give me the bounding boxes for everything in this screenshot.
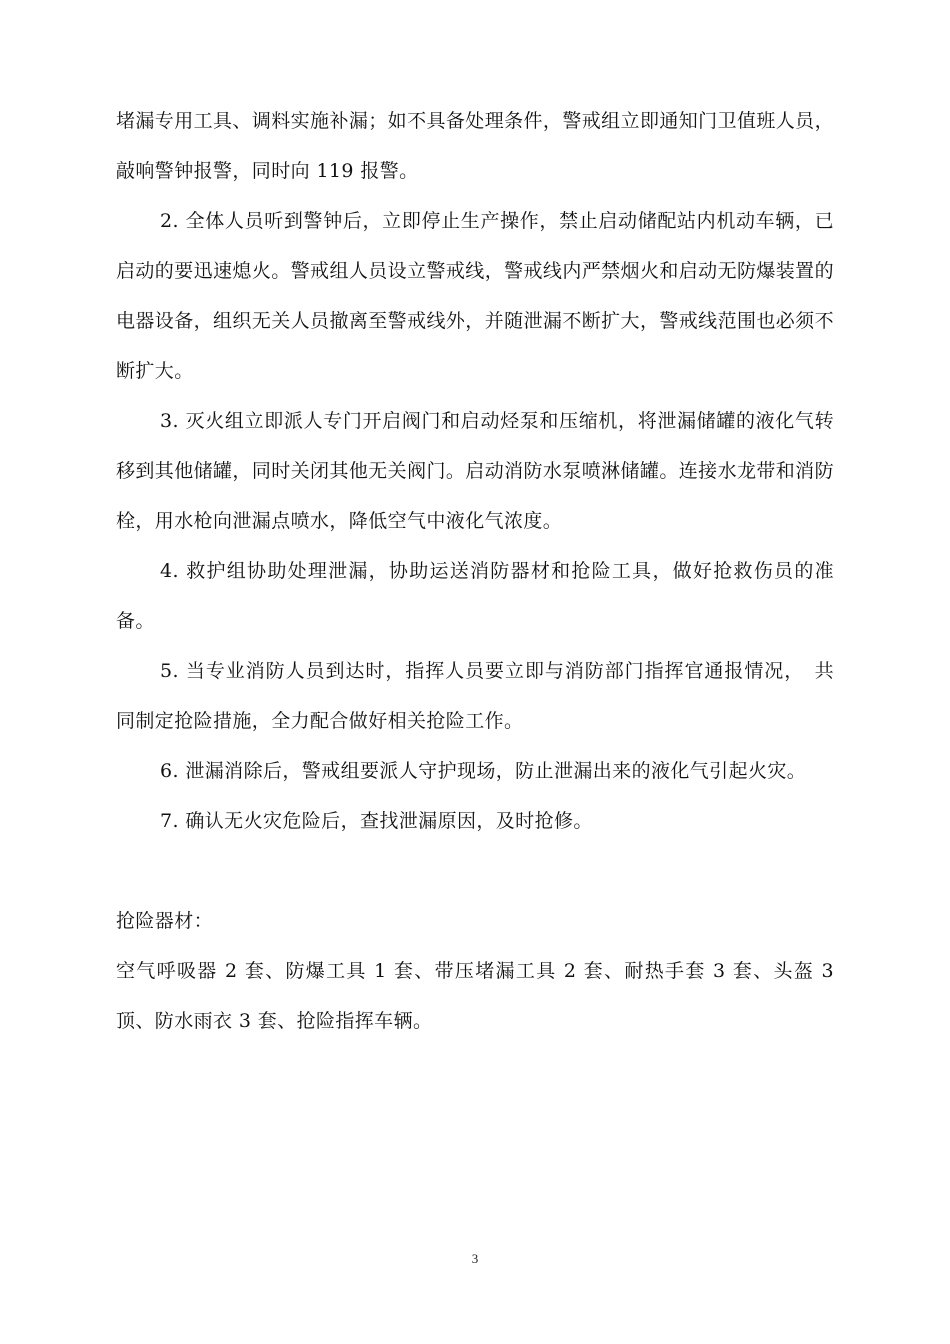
step-3-paragraph: 3. 灭火组立即派人专门开启阀门和启动烃泵和压缩机，将泄漏储罐的液化气转移到其他储罐，同时关闭其他无关阀门。启动消防水泵喷淋储罐。连接水龙带和消防栓，用水枪向泄漏点喷水，降低空气中液化气浓度。 (116, 410, 834, 532)
section-spacer (116, 846, 834, 896)
equipment-list: 空气呼吸器 2 套、防爆工具 1 套、带压堵漏工具 2 套、耐热手套 3 套、头盔 3 顶、防水雨衣 3 套、抢险指挥车辆。 (116, 960, 834, 1032)
step-5-paragraph: 5. 当专业消防人员到达时，指挥人员要立即与消防部门指挥官通报情况， 共同制定抢险措施，全力配合做好相关抢险工作。 (116, 660, 834, 732)
continuation-paragraph: 堵漏专用工具、调料实施补漏；如不具备处理条件，警戒组立即通知门卫值班人员，敲响警钟报警，同时向 119 报警。 (116, 110, 834, 182)
document-body (116, 96, 834, 1046)
equipment-heading: 抢险器材： (116, 910, 214, 932)
page-number: 3 (471, 1251, 479, 1266)
step-7-paragraph: 7. 确认无火灾危险后，查找泄漏原因，及时抢修。 (160, 810, 593, 832)
step-4-paragraph: 4. 救护组协助处理泄漏，协助运送消防器材和抢险工具，做好抢救伤员的准备。 (116, 560, 834, 632)
step-2-paragraph: 2. 全体人员听到警钟后，立即停止生产操作，禁止启动储配站内机动车辆，已启动的要迅速熄火。警戒组人员设立警戒线，警戒线内严禁烟火和启动无防爆装置的电器设备，组织无关人员撤离至警戒线外，并随泄漏不断扩大，警戒线范围也必须不断扩大。 (116, 210, 834, 382)
step-6-paragraph: 6. 泄漏消除后，警戒组要派人守护现场，防止泄漏出来的液化气引起火灾。 (160, 760, 807, 782)
